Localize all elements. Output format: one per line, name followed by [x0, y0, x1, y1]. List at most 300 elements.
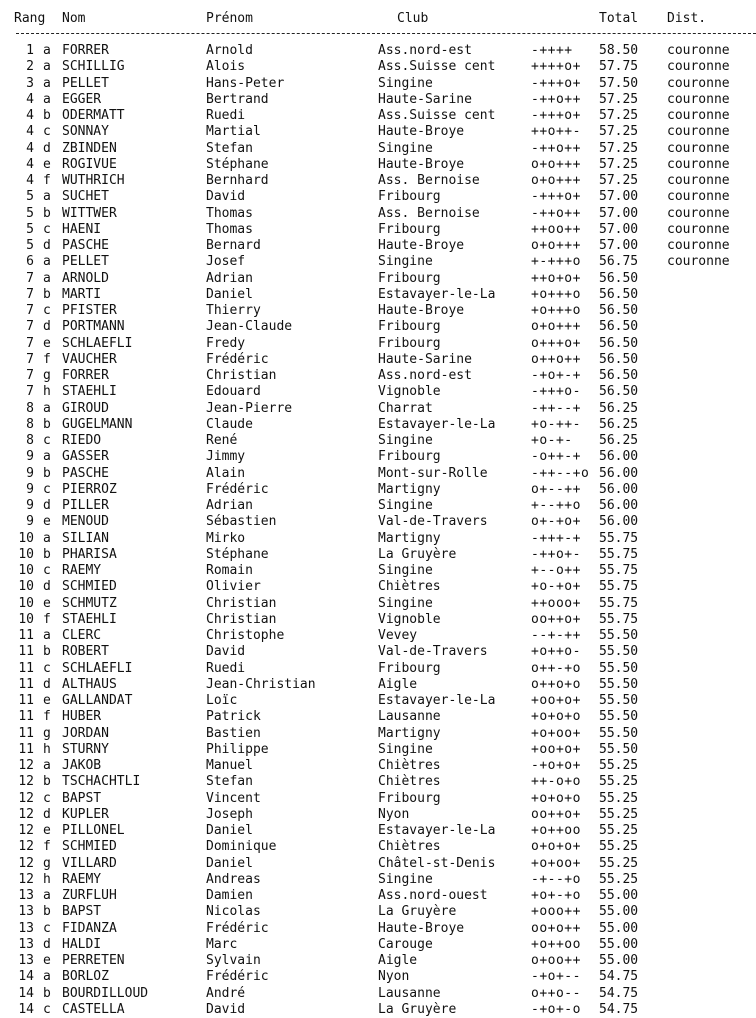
club-name: Vevey: [378, 628, 418, 643]
last-name: PILLER: [62, 498, 109, 513]
total-score: 56.50: [599, 335, 639, 351]
last-name: HALDI: [62, 936, 102, 952]
rank-number: 4: [26, 91, 34, 107]
rank-letter: c: [43, 920, 51, 936]
table-row: [0, 303, 756, 319]
first-name: Thierry: [206, 303, 261, 318]
last-name: TSCHACHTLI: [62, 774, 141, 790]
last-name: PASCHE: [62, 238, 109, 253]
results-code: ++++o+: [531, 59, 581, 75]
rank-letter: d: [43, 498, 51, 513]
table-row: [0, 1002, 756, 1018]
first-name: Josef: [206, 254, 246, 270]
results-code: o+o+++: [531, 173, 581, 188]
rank-letter: e: [43, 953, 51, 968]
results-code: +o+oo+: [531, 855, 581, 871]
total-score: 56.50: [599, 319, 639, 335]
results-code: -++o+-: [531, 546, 581, 562]
rank-letter: f: [43, 351, 51, 367]
rank-letter: a: [43, 758, 51, 773]
club-name: Aigle: [378, 953, 418, 968]
table-row: [0, 124, 756, 140]
table-row: [0, 693, 756, 709]
table-row: [0, 531, 756, 547]
total-score: 56.50: [599, 286, 639, 302]
total-score: 54.75: [599, 969, 639, 985]
last-name: ODERMATT: [62, 108, 125, 123]
first-name: David: [206, 644, 246, 660]
rank-number: 11: [18, 693, 34, 708]
last-name: BORLOZ: [62, 969, 109, 985]
last-name: HAENI: [62, 221, 102, 237]
last-name: JORDAN: [62, 725, 109, 741]
club-name: Singine: [378, 140, 433, 156]
rank-number: 13: [18, 888, 34, 903]
total-score: 56.00: [599, 498, 639, 513]
total-score: 55.50: [599, 709, 639, 725]
club-name: Singine: [378, 741, 433, 757]
rank-letter: f: [43, 709, 51, 725]
total-score: 55.00: [599, 920, 639, 936]
total-score: 56.50: [599, 270, 639, 286]
results-code: o+o+++: [531, 238, 581, 253]
rank-letter: a: [43, 449, 51, 465]
total-score: 55.25: [599, 806, 639, 822]
last-name: PIERROZ: [62, 481, 117, 497]
rank-number: 10: [18, 579, 34, 595]
total-score: 55.50: [599, 741, 639, 757]
rank-number: 7: [26, 351, 34, 367]
results-code: -+++o+: [531, 108, 581, 123]
total-score: 55.50: [599, 693, 639, 708]
first-name: David: [206, 1001, 246, 1017]
last-name: SCHMIED: [62, 839, 117, 855]
distinction: couronne: [667, 124, 730, 140]
club-name: Fribourg: [378, 221, 441, 237]
last-name: GIROUD: [62, 400, 109, 416]
last-name: GUGELMANN: [62, 416, 133, 432]
last-name: STURNY: [62, 741, 109, 757]
table-row: [0, 482, 756, 498]
last-name: KUPLER: [62, 806, 109, 822]
last-name: MENOUD: [62, 514, 109, 530]
rank-letter: a: [43, 888, 51, 903]
results-code: o++o++: [531, 351, 581, 367]
club-name: Estavayer-le-La: [378, 693, 496, 708]
table-row: [0, 92, 756, 108]
results-code: ++o++-: [531, 124, 581, 140]
total-score: 55.50: [599, 725, 639, 741]
table-row: [0, 141, 756, 157]
last-name: ZBINDEN: [62, 140, 117, 156]
rank-letter: g: [43, 368, 51, 383]
total-score: 57.25: [599, 140, 639, 156]
first-name: Hans-Peter: [206, 75, 285, 91]
table-row: [0, 856, 756, 872]
rank-number: 1: [26, 43, 34, 58]
total-score: 57.00: [599, 189, 639, 205]
rank-letter: f: [43, 173, 51, 188]
total-score: 55.75: [599, 595, 639, 611]
rank-number: 9: [26, 481, 34, 497]
last-name: BAPST: [62, 790, 102, 806]
total-score: 57.25: [599, 173, 639, 188]
results-code: +--++o: [531, 498, 581, 513]
first-name: Bernard: [206, 238, 261, 253]
results-code: -++o++: [531, 91, 581, 107]
distinction: couronne: [667, 156, 730, 172]
last-name: RAEMY: [62, 871, 102, 887]
last-name: FORRER: [62, 43, 109, 58]
rank-number: 5: [26, 238, 34, 253]
total-score: 55.00: [599, 904, 639, 920]
club-name: Nyon: [378, 969, 410, 985]
rank-number: 11: [18, 644, 34, 660]
rank-letter: b: [43, 416, 51, 432]
first-name: Frédéric: [206, 920, 269, 936]
results-code: +--o++: [531, 563, 581, 578]
club-name: Chiètres: [378, 758, 441, 773]
total-score: 56.50: [599, 384, 639, 400]
club-name: Val-de-Travers: [378, 514, 488, 530]
table-row: [0, 59, 756, 75]
rank-number: 7: [26, 368, 34, 383]
rank-number: 14: [18, 1001, 34, 1017]
results-code: -++++: [531, 43, 573, 58]
total-score: 57.25: [599, 108, 639, 123]
total-score: 55.25: [599, 871, 639, 887]
total-score: 56.50: [599, 303, 639, 318]
last-name: SCHLAEFLI: [62, 660, 133, 676]
rank-number: 7: [26, 270, 34, 286]
rank-number: 12: [18, 790, 34, 806]
last-name: GALLANDAT: [62, 693, 133, 708]
table-row: [0, 969, 756, 985]
table-row: [0, 904, 756, 920]
club-name: Vignoble: [378, 384, 441, 400]
rank-number: 10: [18, 530, 34, 546]
last-name: BOURDILLOUD: [62, 985, 149, 1001]
table-row: [0, 726, 756, 742]
table-row: [0, 839, 756, 855]
total-score: 55.00: [599, 936, 639, 952]
rank-number: 13: [18, 936, 34, 952]
rank-letter: f: [43, 611, 51, 627]
rank-number: 2: [26, 59, 34, 75]
rank-number: 11: [18, 660, 34, 676]
club-name: Ass.nord-est: [378, 368, 472, 383]
rank-letter: h: [43, 384, 51, 400]
results-code: -+++o-: [531, 384, 581, 400]
table-row: [0, 872, 756, 888]
results-code: -o++-+: [531, 449, 581, 465]
rank-number: 10: [18, 595, 34, 611]
results-code: o+oo++: [531, 953, 581, 968]
total-score: 54.75: [599, 1001, 639, 1017]
club-name: Fribourg: [378, 449, 441, 465]
rank-letter: d: [43, 676, 51, 692]
table-row: [0, 986, 756, 1002]
club-name: Haute-Broye: [378, 238, 465, 253]
table-row: [0, 661, 756, 677]
first-name: Andreas: [206, 871, 261, 887]
rank-letter: e: [43, 156, 51, 172]
first-name: Frédéric: [206, 481, 269, 497]
club-name: Haute-Broye: [378, 920, 465, 936]
rank-letter: c: [43, 790, 51, 806]
rank-number: 5: [26, 221, 34, 237]
rank-number: 14: [18, 969, 34, 985]
results-code: o+o+++: [531, 156, 581, 172]
last-name: CLERC: [62, 628, 102, 643]
club-name: Ass. Bernoise: [378, 173, 480, 188]
club-name: Nyon: [378, 806, 410, 822]
last-name: VAUCHER: [62, 351, 117, 367]
results-code: +o+++o: [531, 286, 581, 302]
last-name: RIEDO: [62, 433, 102, 448]
table-row: [0, 466, 756, 482]
table-row: [0, 76, 756, 92]
first-name: Ruedi: [206, 108, 246, 123]
rank-letter: e: [43, 823, 51, 838]
rank-letter: a: [43, 91, 51, 107]
results-code: o++o--: [531, 985, 581, 1001]
rank-number: 11: [18, 725, 34, 741]
rank-number: 10: [18, 611, 34, 627]
table-row: [0, 579, 756, 595]
last-name: STAEHLI: [62, 384, 117, 400]
total-score: 56.00: [599, 449, 639, 465]
rank-letter: b: [43, 985, 51, 1001]
club-name: Chiètres: [378, 774, 441, 790]
club-name: Singine: [378, 75, 433, 91]
first-name: Ruedi: [206, 660, 246, 676]
rank-letter: e: [43, 693, 51, 708]
results-code: ++-o+o: [531, 774, 581, 790]
total-score: 57.00: [599, 205, 639, 221]
total-score: 55.25: [599, 774, 639, 790]
last-name: ROBERT: [62, 644, 109, 660]
first-name: Arnold: [206, 43, 253, 58]
rank-letter: b: [43, 108, 51, 123]
rank-number: 7: [26, 286, 34, 302]
distinction: couronne: [667, 221, 730, 237]
results-code: oo++o+: [531, 611, 581, 627]
last-name: EGGER: [62, 91, 102, 107]
rank-number: 11: [18, 676, 34, 692]
rank-number: 4: [26, 173, 34, 188]
total-score: 57.00: [599, 221, 639, 237]
first-name: Martial: [206, 124, 261, 140]
results-code: -+o+-+: [531, 368, 581, 383]
total-score: 55.75: [599, 611, 639, 627]
first-name: André: [206, 985, 246, 1001]
club-name: Carouge: [378, 936, 433, 952]
club-name: Martigny: [378, 530, 441, 546]
rank-number: 9: [26, 514, 34, 530]
rank-number: 12: [18, 758, 34, 773]
first-name: Marc: [206, 936, 238, 952]
table-row: [0, 644, 756, 660]
last-name: SCHILLIG: [62, 59, 125, 75]
first-name: Jean-Claude: [206, 319, 293, 335]
club-name: Singine: [378, 563, 433, 578]
rank-number: 11: [18, 709, 34, 725]
rank-letter: d: [43, 579, 51, 595]
table-row: [0, 352, 756, 368]
results-code: o+-+o+: [531, 514, 581, 530]
rank-number: 4: [26, 124, 34, 140]
total-score: 56.25: [599, 400, 639, 416]
rank-number: 12: [18, 823, 34, 838]
header-nom: Nom: [62, 11, 86, 26]
rank-number: 7: [26, 335, 34, 351]
distinction: couronne: [667, 108, 730, 123]
results-code: -++o++: [531, 205, 581, 221]
first-name: Bertrand: [206, 91, 269, 107]
rank-number: 9: [26, 498, 34, 513]
table-row: [0, 498, 756, 514]
total-score: 57.50: [599, 75, 639, 91]
distinction: couronne: [667, 173, 730, 188]
first-name: Frédéric: [206, 969, 269, 985]
table-row: [0, 189, 756, 205]
rank-number: 3: [26, 75, 34, 91]
table-row: [0, 43, 756, 59]
table-row: [0, 547, 756, 563]
table-row: [0, 108, 756, 124]
total-score: 56.25: [599, 416, 639, 432]
first-name: Stefan: [206, 140, 253, 156]
rank-letter: a: [43, 400, 51, 416]
rank-number: 12: [18, 806, 34, 822]
total-score: 55.50: [599, 660, 639, 676]
first-name: Romain: [206, 563, 253, 578]
rank-letter: a: [43, 254, 51, 270]
distinction: couronne: [667, 91, 730, 107]
club-name: Fribourg: [378, 319, 441, 335]
rank-letter: a: [43, 628, 51, 643]
rank-number: 12: [18, 871, 34, 887]
club-name: Estavayer-le-La: [378, 286, 496, 302]
results-code: o+++o+: [531, 335, 581, 351]
total-score: 58.50: [599, 43, 639, 58]
total-score: 55.25: [599, 855, 639, 871]
club-name: Haute-Broye: [378, 124, 465, 140]
distinction: couronne: [667, 59, 730, 75]
last-name: SUCHET: [62, 189, 109, 205]
last-name: ARNOLD: [62, 270, 109, 286]
results-code: -++--+o: [531, 465, 590, 481]
last-name: FORRER: [62, 368, 109, 383]
rank-number: 8: [26, 400, 34, 416]
club-name: Singine: [378, 595, 433, 611]
rank-number: 9: [26, 465, 34, 481]
distinction: couronne: [667, 75, 730, 91]
header-prenom: Prénom: [206, 11, 253, 26]
club-name: Haute-Broye: [378, 303, 465, 318]
table-header: [0, 11, 756, 29]
results-code: +o++oo: [531, 823, 581, 838]
club-name: Ass. Bernoise: [378, 205, 480, 221]
results-code: -+++-+: [531, 530, 581, 546]
results-code: +oo+o+: [531, 693, 581, 708]
club-name: Ass.nord-est: [378, 43, 472, 58]
last-name: SCHLAEFLI: [62, 335, 133, 351]
rank-letter: h: [43, 871, 51, 887]
club-name: Ass.nord-ouest: [378, 888, 488, 903]
last-name: HUBER: [62, 709, 102, 725]
club-name: Singine: [378, 871, 433, 887]
first-name: Mirko: [206, 530, 246, 546]
table-row: [0, 384, 756, 400]
first-name: Christian: [206, 595, 277, 611]
rank-number: 12: [18, 855, 34, 871]
table-row: [0, 612, 756, 628]
last-name: CASTELLA: [62, 1001, 125, 1017]
results-code: oo+o++: [531, 920, 581, 936]
last-name: VILLARD: [62, 855, 117, 871]
first-name: Nicolas: [206, 904, 261, 920]
rank-letter: c: [43, 433, 51, 448]
total-score: 56.50: [599, 351, 639, 367]
club-name: Haute-Sarine: [378, 351, 472, 367]
total-score: 55.00: [599, 953, 639, 968]
results-code: o+--++: [531, 481, 581, 497]
results-code: +-+++o: [531, 254, 581, 270]
first-name: Alois: [206, 59, 246, 75]
table-row: [0, 677, 756, 693]
club-name: Estavayer-le-La: [378, 823, 496, 838]
club-name: Singine: [378, 433, 433, 448]
rank-letter: e: [43, 595, 51, 611]
first-name: Dominique: [206, 839, 277, 855]
rank-letter: b: [43, 286, 51, 302]
distinction: couronne: [667, 238, 730, 253]
results-code: -+o+--: [531, 969, 581, 985]
total-score: 55.25: [599, 839, 639, 855]
table-row: [0, 417, 756, 433]
first-name: Daniel: [206, 823, 253, 838]
first-name: Thomas: [206, 205, 253, 221]
table-row: [0, 758, 756, 774]
club-name: Charrat: [378, 400, 433, 416]
results-code: -+o+o+: [531, 758, 581, 773]
last-name: ALTHAUS: [62, 676, 117, 692]
club-name: Vignoble: [378, 611, 441, 627]
table-row: [0, 157, 756, 173]
table-row: [0, 514, 756, 530]
rank-number: 8: [26, 416, 34, 432]
table-row: [0, 368, 756, 384]
results-code: -+o+-o: [531, 1001, 581, 1017]
first-name: Christian: [206, 368, 277, 383]
club-name: Lausanne: [378, 709, 441, 725]
last-name: PILLONEL: [62, 823, 125, 838]
first-name: Philippe: [206, 741, 269, 757]
total-score: 55.50: [599, 644, 639, 660]
total-score: 57.25: [599, 91, 639, 107]
rank-number: 14: [18, 985, 34, 1001]
header-dist: Dist.: [667, 11, 707, 26]
first-name: Olivier: [206, 579, 261, 595]
table-row: [0, 449, 756, 465]
table-row: [0, 401, 756, 417]
results-code: ++oo++: [531, 221, 581, 237]
club-name: Martigny: [378, 725, 441, 741]
rank-letter: a: [43, 270, 51, 286]
club-name: Haute-Sarine: [378, 91, 472, 107]
